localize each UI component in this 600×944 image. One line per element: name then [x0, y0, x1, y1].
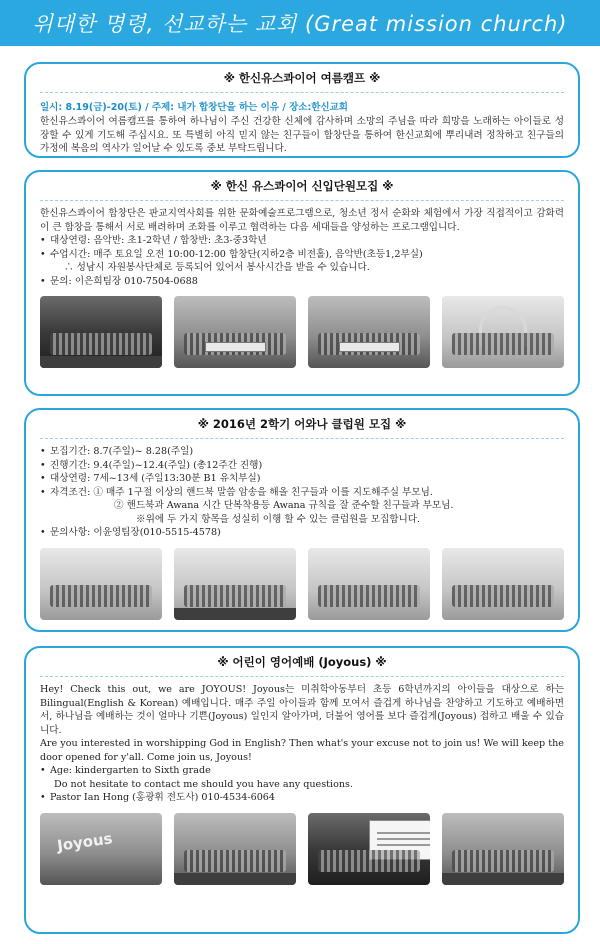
joyous-list: [40, 764, 564, 805]
choir-recruit-card: [24, 170, 580, 396]
list-item: • 대상연령: 음악반: 초1-2학년 / 합창반: 초3-중3학년: [40, 234, 564, 248]
list-item: • 진행기간: 9.4(주일)~12.4(주일) (총12주간 진행): [40, 459, 564, 473]
list-item: Do not hesitate to contact me should you have any questions.: [54, 778, 353, 790]
joyous-body-en: Are you interested in worshipping God in English? Then what's your excuse not to join us! We will keep the door opened for y'all. Come join us, Joyous!: [40, 738, 564, 763]
summer-camp-body: 한신유스콰이어 여름캠프를 통하여 하나님이 주신 건강한 신체에 감사하며 소망의 주님을 따라 희망을 노래하는 아이들로 성장할 수 있게 기도해 주십시요. 또 특별히 아직 믿지 않는 친구들이 합창단을 통하여 한신교회에 뿌리내려 정착하고 친구들의 가정에 복음의 역사가 일어날 수 있도록 중보 부탁드립니다.: [40, 116, 564, 154]
choir-recruit-list: [40, 234, 564, 288]
joyous-photo: [308, 813, 430, 885]
joyous-card: [24, 646, 580, 934]
joyous-photo: [442, 813, 564, 885]
list-item: ∴ 성남시 자원봉사단체로 등록되어 있어서 봉사시간을 받을 수 있습니다.: [64, 262, 370, 273]
choir-photo-row: [40, 296, 564, 368]
list-item: • Pastor Ian Hong (홍광휘 전도사) 010-4534-6064: [40, 791, 564, 805]
choir-recruit-title: ※ 한신 유스콰이어 신입단원모집 ※: [40, 178, 564, 201]
list-item: ② 핸드북과 Awana 시간 단복착용등 Awana 규칙을 잘 준수할 친구들과 부모님.: [114, 500, 454, 511]
choir-photo: [40, 296, 162, 368]
list-item: • 수업시간: 매주 토요일 오전 10:00-12:00 합창단(지하2층 비전홀), 음악반(초등1,2부실): [40, 248, 564, 262]
joyous-logo-photo: [40, 813, 162, 885]
list-item: • 문의사항: 이윤영팀장(010-5515-4578): [40, 526, 564, 540]
joyous-title: ※ 어린이 영어예배 (Joyous) ※: [40, 654, 564, 677]
page-banner: [0, 0, 600, 46]
list-item: • 모집기간: 8.7(주일)~ 8.28(주일): [40, 445, 564, 459]
list-item: • 자격조건: ① 매주 1구절 이상의 핸드북 말씀 암송을 해올 친구들과 이를 지도해주실 부모님.: [40, 486, 564, 500]
list-item: • 문의: 이은희팀장 010-7504-0688: [40, 275, 564, 289]
awana-photo-row: [40, 548, 564, 620]
awana-photo: [174, 548, 296, 620]
choir-photo: [442, 296, 564, 368]
joyous-body-ko: Hey! Check this out, we are JOYOUS! Joyous는 미취학아동부터 초등 6학년까지의 아이들을 대상으로 하는 Bilingual(English & Korean) 예배입니다. 매주 주일 아이들과 함께 모여서 즐겁게 하나님을 찬양하고 기도하고 예배하면서, 하나님을 예배하는 것이 얼마나 기쁜(Joyous) 일인지 알아가며, 더불어 영어를 보다 즐겁게(Joyous) 접하고 배울 수 있습니다.: [40, 684, 564, 736]
awana-photo: [40, 548, 162, 620]
choir-photo: [308, 296, 430, 368]
list-item: • 대상연령: 7세~13세 (주일13:30분 B1 유치부실): [40, 472, 564, 486]
awana-list: [40, 445, 564, 540]
joyous-photo: [174, 813, 296, 885]
awana-title: ※ 2016년 2학기 어와나 클럽원 모집 ※: [40, 416, 564, 439]
choir-photo: [174, 296, 296, 368]
list-item: • Age: kindergarten to Sixth grade: [40, 764, 564, 778]
summer-camp-schedule: 일시: 8.19(금)-20(토) / 주제: 내가 합창단을 하는 이유 / 장소:한신교회: [40, 102, 348, 113]
list-item: ※위에 두 가지 항목을 성실히 이행 할 수 있는 클럽원을 모집합니다.: [136, 513, 421, 525]
choir-recruit-body: 한신유스콰이어 합창단은 판교지역사회를 위한 문화예술프로그램으로, 청소년 정서 순화와 체험에서 가장 직접적이고 감화력이 큰 합창을 통해서 서로 배려하며 조화를 이루고 협력하는 다음 세대들을 양성하는 프로그램입니다.: [40, 208, 564, 233]
awana-photo: [442, 548, 564, 620]
joyous-logo-word: Joyous: [56, 828, 114, 855]
summer-camp-title: ※ 한신유스콰이어 여름캠프 ※: [40, 70, 564, 93]
summer-camp-card: [24, 62, 580, 158]
joyous-photo-row: [40, 813, 564, 885]
awana-card: [24, 408, 580, 632]
awana-photo: [308, 548, 430, 620]
banner-title: 위대한 명령, 선교하는 교회 (Great mission church): [32, 12, 568, 36]
